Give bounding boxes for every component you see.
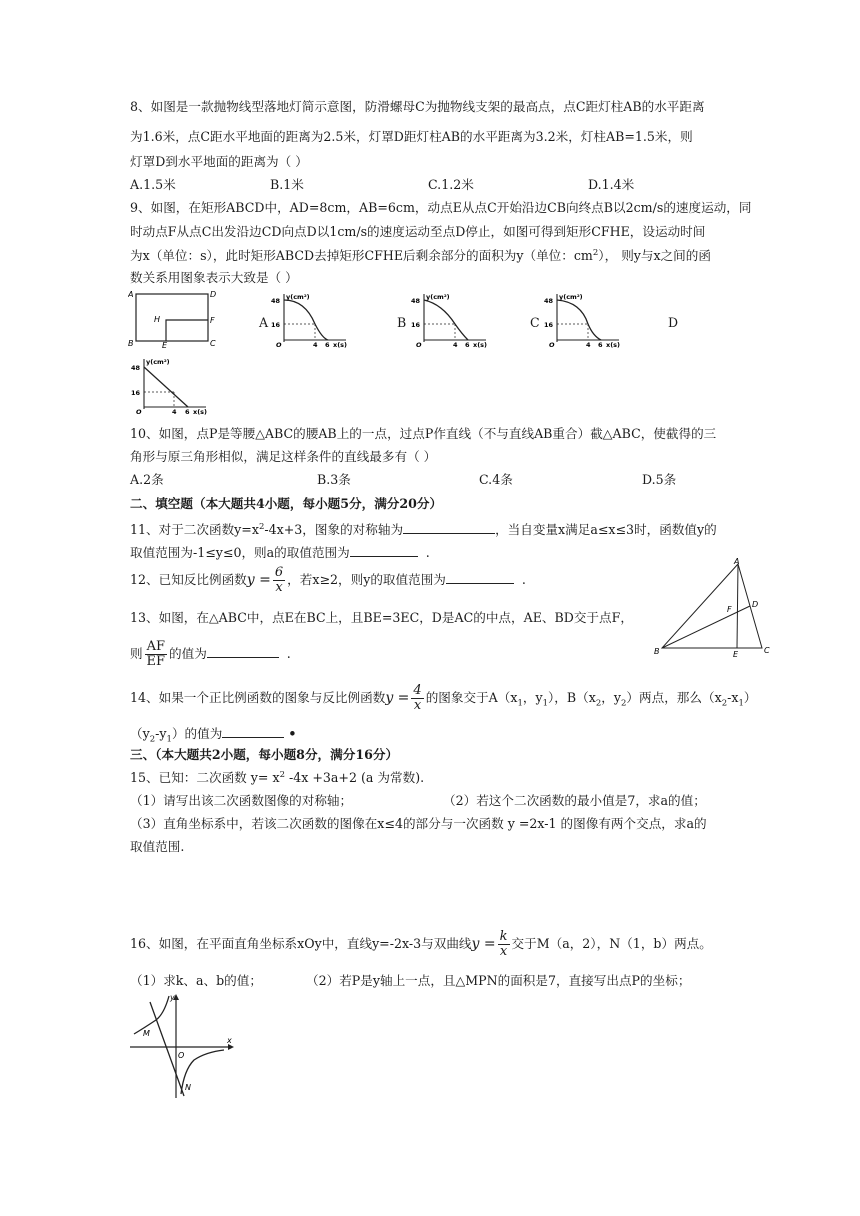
svg-text:48: 48 — [271, 297, 281, 305]
q10-option-d: D.5条 — [642, 472, 677, 487]
q9-option-d: D — [668, 315, 679, 330]
label-f: F — [210, 316, 215, 325]
svg-text:y(cm²): y(cm²) — [559, 293, 583, 301]
svg-text:O: O — [178, 1051, 185, 1060]
svg-text:O: O — [276, 341, 282, 348]
q9-graph-c — [543, 290, 623, 348]
svg-text:4: 4 — [586, 341, 591, 348]
q9-rectangle-figure — [128, 288, 220, 348]
q13-line1: 13、如图，在△ABC中，点E在BC上，且BE=3EC，D是AC的中点，AE、BD交于点F， — [130, 610, 633, 625]
q13-line2: 则 $\frac{AF}{EF}$ 的值为 . — [130, 639, 291, 669]
svg-text:O: O — [549, 341, 555, 348]
q13-blank — [207, 643, 279, 658]
q10-line1: 10、如图，点P是等腰△ABC的腰AB上的一点，过点P作直线（不与直线AB重合）截△ABC，使截得的三 — [130, 426, 717, 441]
q8-line1: 8、如图是一款抛物线型落地灯简示意图，防滑螺母C为抛物线支架的最高点，点C距灯柱AB的水平距离 — [130, 99, 705, 114]
q14-line2: $(y_2-y_1)$的值为 • — [130, 723, 296, 744]
q9-graph-d — [130, 355, 210, 415]
svg-text:O: O — [136, 408, 142, 415]
q9-line3: 为x（单位：s），此时矩形ABCD去掉矩形CFHE后剩余部分的面积为y（单位：$cm^2$）， 则y与x之间的函 — [130, 247, 711, 263]
svg-text:O: O — [416, 341, 422, 348]
svg-text:4: 4 — [313, 341, 318, 348]
svg-text:4: 4 — [453, 341, 458, 348]
svg-text:y(cm²): y(cm²) — [286, 293, 310, 301]
svg-text:D: D — [752, 600, 759, 609]
q11-line1: 11、对于二次函数$y=x^2-4x+3$，图象的对称轴为 ，当自变量x满足a≤x≤3时，函数值y的 — [130, 519, 717, 540]
q10-option-c: C.4条 — [479, 472, 513, 487]
q15-part2: （2）若这个二次函数的最小值是7，求a的值； — [443, 793, 706, 808]
q11-line2: 取值范围为-1≤y≤0，则a的取值范围为 . — [130, 542, 430, 563]
svg-text:A: A — [734, 557, 740, 566]
section-2-heading: 二、填空题（本大题共4小题，每小题5分，满分20分） — [130, 496, 443, 511]
svg-text:16: 16 — [411, 321, 421, 329]
label-e: E — [162, 341, 168, 348]
label-h: H — [154, 315, 161, 324]
svg-text:x(s): x(s) — [193, 408, 208, 415]
svg-text:48: 48 — [131, 364, 141, 372]
label-c: C — [210, 339, 216, 348]
q14-blank — [222, 723, 284, 738]
label-a: A — [128, 290, 134, 299]
q9-line2: 时动点F从点C出发沿边CD向点D以1cm/s的速度运动至点D停止，如图可得到矩形CFHE，设运动时间 — [130, 224, 706, 239]
q8-line2: 为1.6米，点C距水平地面的距离为2.5米，灯罩D距灯柱AB的水平距离为3.2米，灯柱AB=1.5米，则 — [130, 129, 693, 144]
svg-text:y(cm²): y(cm²) — [426, 293, 450, 301]
q15-line1: 15、已知：二次函数 $y= x^2$ -4x +3a+2 (a 为常数). — [130, 769, 425, 785]
svg-text:C: C — [764, 646, 770, 655]
svg-text:y(cm²): y(cm²) — [146, 358, 170, 366]
svg-text:6: 6 — [598, 341, 603, 348]
svg-text:16: 16 — [271, 321, 281, 329]
q15-part3-cont: 取值范围. — [130, 839, 185, 854]
label-d: D — [210, 290, 217, 299]
svg-text:x(s): x(s) — [333, 341, 348, 348]
q8-line3: 灯罩D到水平地面的距离为（ ） — [130, 154, 308, 169]
q9-option-a: A — [259, 315, 269, 330]
label-b: B — [128, 339, 134, 348]
svg-text:48: 48 — [411, 297, 421, 305]
q11-blank-2 — [350, 542, 418, 557]
q9-line4: 数关系用图象表示大致是（ ） — [130, 270, 298, 285]
svg-text:M: M — [143, 1029, 150, 1038]
q9-option-b: B — [397, 315, 407, 330]
q14-line1: 14、如果一个正比例函数的图象与反比例函数y = $\frac{4}{x}$ 的图象交于$A(x_1$，$y_1$），$B(x_2$，$y_2$）两点，那么$(x_2-x_1)$ — [130, 683, 757, 713]
q9-graph-a — [270, 290, 350, 348]
q8-option-d: D.1.4米 — [588, 177, 635, 192]
svg-text:B: B — [654, 647, 660, 656]
q16-line1: 16、如图，在平面直角坐标系xOy中，直线y=-2x-3与双曲线y = $\frac{k}{x}$ 交于M（a，2），N（1，b）两点。 — [130, 929, 712, 959]
q8-option-b: B.1米 — [270, 177, 304, 192]
svg-text:y: y — [170, 993, 175, 1002]
q16-coordinate-figure — [126, 990, 238, 1102]
q16-part1: （1）求k、a、b的值； — [130, 973, 262, 988]
svg-text:F: F — [727, 605, 732, 614]
svg-text:x(s): x(s) — [473, 341, 488, 348]
svg-text:16: 16 — [131, 389, 141, 397]
svg-text:N: N — [185, 1083, 191, 1092]
svg-text:x(s): x(s) — [606, 341, 621, 348]
svg-text:48: 48 — [544, 297, 554, 305]
q9-option-c: C — [530, 315, 540, 330]
q9-graph-b — [410, 290, 490, 348]
q10-option-b: B.3条 — [317, 472, 351, 487]
svg-text:6: 6 — [465, 341, 470, 348]
q9-line1: 9、如图，在矩形ABCD中，AD=8cm，AB=6cm，动点E从点C开始沿边CB向终点B以2cm/s的速度运动，同 — [130, 200, 752, 215]
q10-line2: 角形与原三角形相似，满足这样条件的直线最多有（ ） — [130, 449, 437, 464]
q15-part3: （3）直角坐标系中，若该二次函数的图像在x≤4的部分与一次函数 y =2x-1 的图像有两个交点，求a的 — [130, 816, 707, 831]
q15-part1: （1）请写出该二次函数图像的对称轴； — [130, 793, 353, 808]
q8-option-a: A.1.5米 — [130, 177, 176, 192]
svg-text:x: x — [227, 1036, 232, 1045]
q11-blank-1 — [403, 519, 495, 534]
svg-text:6: 6 — [325, 341, 330, 348]
svg-text:4: 4 — [172, 408, 177, 415]
svg-text:E: E — [733, 650, 739, 658]
svg-text:6: 6 — [185, 408, 190, 415]
section-3-heading: 三、（本大题共2小题，每小题8分，满分16分） — [130, 747, 399, 762]
q13-triangle-figure — [654, 556, 774, 658]
q10-option-a: A.2条 — [130, 472, 164, 487]
svg-text:16: 16 — [544, 321, 554, 329]
q16-part2: （2）若P是y轴上一点，且△MPN的面积是7，直接写出点P的坐标； — [306, 973, 691, 988]
q12-line: 12、已知反比例函数y = $\frac{6}{x}$ ，若x≥2，则y的取值范围为 . — [130, 565, 526, 595]
q12-blank — [446, 569, 514, 584]
q8-option-c: C.1.2米 — [428, 177, 474, 192]
